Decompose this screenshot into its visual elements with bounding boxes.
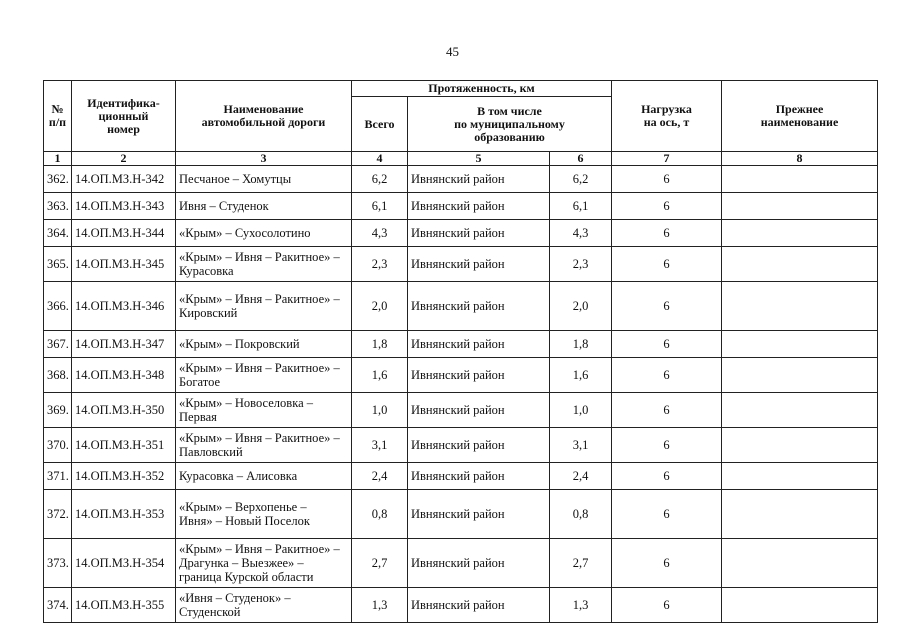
row-number: 372. <box>44 490 72 539</box>
axle-load: 6 <box>612 588 722 623</box>
table-row <box>44 539 878 588</box>
road-name: «Крым» – Ивня – Ракитное» – Курасовка <box>176 247 352 282</box>
previous-name <box>722 331 878 358</box>
previous-name <box>722 193 878 220</box>
header-num: № п/п <box>44 81 72 152</box>
column-number: 2 <box>72 152 176 166</box>
road-name: «Крым» – Ивня – Ракитное» – Драгунка – Выезжее» – граница Курской области <box>176 539 352 588</box>
road-name: «Крым» – Верхопенье – Ивня» – Новый Поселок <box>176 490 352 539</box>
road-identifier: 14.ОП.МЗ.Н-347 <box>72 331 176 358</box>
header-axle-load: Нагрузка на ось, т <box>612 81 722 152</box>
length-total: 0,8 <box>352 490 408 539</box>
column-number: 4 <box>352 152 408 166</box>
municipal-length: 6,2 <box>550 166 612 193</box>
municipality: Ивнянский район <box>408 166 550 193</box>
row-number: 366. <box>44 282 72 331</box>
table-row <box>44 463 878 490</box>
previous-name <box>722 220 878 247</box>
road-name: «Крым» – Ивня – Ракитное» – Кировский <box>176 282 352 331</box>
length-total: 1,0 <box>352 393 408 428</box>
previous-name <box>722 539 878 588</box>
road-identifier: 14.ОП.МЗ.Н-352 <box>72 463 176 490</box>
column-number: 3 <box>176 152 352 166</box>
road-identifier: 14.ОП.МЗ.Н-355 <box>72 588 176 623</box>
length-total: 6,1 <box>352 193 408 220</box>
column-numbers-row <box>44 152 878 166</box>
municipality: Ивнянский район <box>408 428 550 463</box>
previous-name <box>722 166 878 193</box>
row-number: 374. <box>44 588 72 623</box>
road-name: Ивня – Студенок <box>176 193 352 220</box>
municipality: Ивнянский район <box>408 463 550 490</box>
length-total: 2,7 <box>352 539 408 588</box>
road-identifier: 14.ОП.МЗ.Н-348 <box>72 358 176 393</box>
municipal-length: 1,3 <box>550 588 612 623</box>
municipal-length: 2,0 <box>550 282 612 331</box>
municipality: Ивнянский район <box>408 358 550 393</box>
column-number: 5 <box>408 152 550 166</box>
municipal-length: 2,3 <box>550 247 612 282</box>
row-number: 371. <box>44 463 72 490</box>
table-row <box>44 588 878 623</box>
municipality: Ивнянский район <box>408 331 550 358</box>
header-identifier: Идентифика- ционный номер <box>72 81 176 152</box>
previous-name <box>722 282 878 331</box>
axle-load: 6 <box>612 282 722 331</box>
municipality: Ивнянский район <box>408 539 550 588</box>
road-identifier: 14.ОП.МЗ.Н-346 <box>72 282 176 331</box>
previous-name <box>722 463 878 490</box>
header-total: Всего <box>352 97 408 152</box>
municipal-length: 6,1 <box>550 193 612 220</box>
header-road-name: Наименование автомобильной дороги <box>176 81 352 152</box>
municipality: Ивнянский район <box>408 193 550 220</box>
length-total: 2,3 <box>352 247 408 282</box>
table-row <box>44 331 878 358</box>
municipality: Ивнянский район <box>408 247 550 282</box>
road-identifier: 14.ОП.МЗ.Н-353 <box>72 490 176 539</box>
previous-name <box>722 358 878 393</box>
table-row <box>44 393 878 428</box>
column-number: 7 <box>612 152 722 166</box>
length-total: 1,3 <box>352 588 408 623</box>
length-total: 1,6 <box>352 358 408 393</box>
road-name: Песчаное – Хомутцы <box>176 166 352 193</box>
road-identifier: 14.ОП.МЗ.Н-345 <box>72 247 176 282</box>
axle-load: 6 <box>612 193 722 220</box>
table-row <box>44 247 878 282</box>
table-body <box>44 166 878 623</box>
row-number: 373. <box>44 539 72 588</box>
previous-name <box>722 490 878 539</box>
municipality: Ивнянский район <box>408 220 550 247</box>
axle-load: 6 <box>612 490 722 539</box>
table-row <box>44 193 878 220</box>
previous-name <box>722 588 878 623</box>
road-identifier: 14.ОП.МЗ.Н-351 <box>72 428 176 463</box>
roads-table <box>43 80 878 623</box>
length-total: 2,0 <box>352 282 408 331</box>
road-name: «Крым» – Ивня – Ракитное» – Павловский <box>176 428 352 463</box>
axle-load: 6 <box>612 428 722 463</box>
municipal-length: 3,1 <box>550 428 612 463</box>
row-number: 362. <box>44 166 72 193</box>
column-number: 8 <box>722 152 878 166</box>
table-row <box>44 220 878 247</box>
municipal-length: 0,8 <box>550 490 612 539</box>
row-number: 369. <box>44 393 72 428</box>
road-identifier: 14.ОП.МЗ.Н-344 <box>72 220 176 247</box>
header-length-group: Протяженность, км <box>352 81 612 97</box>
table-row <box>44 358 878 393</box>
axle-load: 6 <box>612 463 722 490</box>
municipal-length: 4,3 <box>550 220 612 247</box>
road-name: «Крым» – Новоселовка – Первая <box>176 393 352 428</box>
previous-name <box>722 393 878 428</box>
road-name: «Крым» – Ивня – Ракитное» – Богатое <box>176 358 352 393</box>
column-number: 1 <box>44 152 72 166</box>
axle-load: 6 <box>612 539 722 588</box>
axle-load: 6 <box>612 247 722 282</box>
row-number: 364. <box>44 220 72 247</box>
axle-load: 6 <box>612 331 722 358</box>
page-number: 45 <box>446 44 459 59</box>
axle-load: 6 <box>612 166 722 193</box>
axle-load: 6 <box>612 358 722 393</box>
table-row <box>44 282 878 331</box>
table-header <box>44 81 878 166</box>
road-name: «Крым» – Покровский <box>176 331 352 358</box>
length-total: 6,2 <box>352 166 408 193</box>
road-identifier: 14.ОП.МЗ.Н-343 <box>72 193 176 220</box>
municipality: Ивнянский район <box>408 393 550 428</box>
table-row <box>44 166 878 193</box>
length-total: 1,8 <box>352 331 408 358</box>
row-number: 370. <box>44 428 72 463</box>
row-number: 363. <box>44 193 72 220</box>
length-total: 3,1 <box>352 428 408 463</box>
municipal-length: 1,0 <box>550 393 612 428</box>
table-row <box>44 428 878 463</box>
municipal-length: 1,8 <box>550 331 612 358</box>
road-identifier: 14.ОП.МЗ.Н-350 <box>72 393 176 428</box>
column-number: 6 <box>550 152 612 166</box>
road-name: «Крым» – Сухосолотино <box>176 220 352 247</box>
road-identifier: 14.ОП.МЗ.Н-342 <box>72 166 176 193</box>
municipality: Ивнянский район <box>408 588 550 623</box>
municipality: Ивнянский район <box>408 490 550 539</box>
row-number: 365. <box>44 247 72 282</box>
axle-load: 6 <box>612 393 722 428</box>
municipal-length: 2,7 <box>550 539 612 588</box>
previous-name <box>722 428 878 463</box>
table-row <box>44 490 878 539</box>
municipal-length: 2,4 <box>550 463 612 490</box>
road-name: Курасовка – Алисовка <box>176 463 352 490</box>
municipality: Ивнянский район <box>408 282 550 331</box>
header-previous-name: Прежнее наименование <box>722 81 878 152</box>
previous-name <box>722 247 878 282</box>
row-number: 367. <box>44 331 72 358</box>
axle-load: 6 <box>612 220 722 247</box>
row-number: 368. <box>44 358 72 393</box>
length-total: 4,3 <box>352 220 408 247</box>
header-municipal: В том числе по муниципальному образованию <box>408 97 612 152</box>
municipal-length: 1,6 <box>550 358 612 393</box>
length-total: 2,4 <box>352 463 408 490</box>
road-name: «Ивня – Студенок» – Студенской <box>176 588 352 623</box>
road-identifier: 14.ОП.МЗ.Н-354 <box>72 539 176 588</box>
